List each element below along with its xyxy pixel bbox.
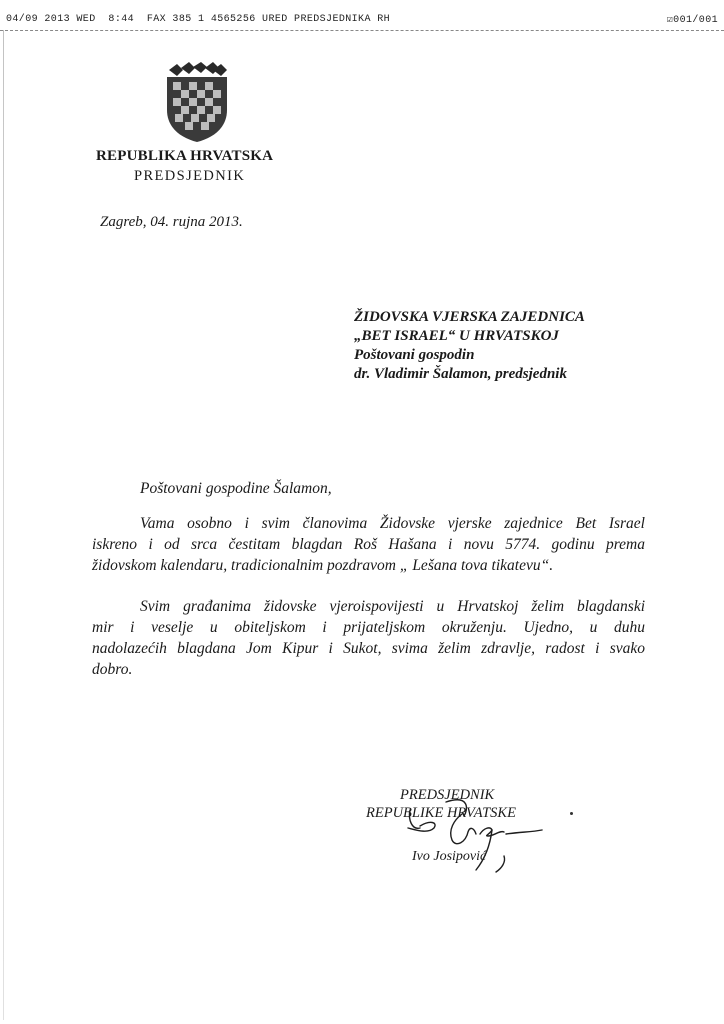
signature-title-line: PREDSJEDNIK: [400, 787, 495, 803]
fax-page-counter: ☑001/001: [666, 15, 718, 26]
place-and-date: Zagreb, 04. rujna 2013.: [100, 214, 243, 230]
paragraph-line: iskreno i od srca čestitam blagdan Roš Hašana i novu 5774. godinu prema: [92, 536, 645, 553]
fax-header-rule: [0, 30, 724, 31]
scan-edge-line: [3, 30, 4, 1020]
paragraph-line: židovskom kalendaru, tradicionalnim pozdravom „ Lešana tova tikatevu“.: [92, 557, 554, 574]
letterhead-office: PREDSJEDNIK: [134, 168, 246, 184]
handwritten-signature-icon: [380, 790, 590, 880]
addressee-line: ŽIDOVSKA VJERSKA ZAJEDNICA: [354, 309, 585, 325]
paragraph-line: mir i veselje u obiteljskom i prijateljskom okruženju. Ujedno, u duhu: [92, 619, 645, 636]
signatory-name: Ivo Josipović: [412, 849, 487, 864]
paragraph-line: nadolazećih blagdana Jom Kipur i Sukot, svima želim zdravlje, radost i svako: [92, 640, 645, 657]
salutation: Poštovani gospodine Šalamon,: [140, 480, 332, 497]
paragraph-line: dobro.: [92, 661, 133, 678]
paragraph-line: Svim građanima židovske vjeroispovijesti u Hrvatskoj želim blagdanski: [140, 598, 645, 615]
addressee-line: Poštovani gospodin: [354, 347, 475, 363]
fax-header: [6, 14, 718, 28]
signature-title-line: REPUBLIKE HRVATSKE: [366, 805, 516, 821]
letterhead-country: REPUBLIKA HRVATSKA: [96, 148, 274, 164]
body-paragraph: [92, 596, 645, 680]
addressee-line: dr. Vladimir Šalamon, predsjednik: [354, 366, 567, 382]
addressee-line: „BET ISRAEL“ U HRVATSKOJ: [354, 328, 559, 344]
paragraph-line: Vama osobno i svim članovima Židovske vjerske zajednice Bet Israel: [140, 515, 645, 532]
fax-transmission-line: 04/09 2013 WED 8:44 FAX 385 1 4565256 URED PREDSJEDNIKA RH: [6, 14, 391, 25]
addressee-block: [354, 308, 585, 384]
body-paragraph: [92, 513, 645, 576]
coat-of-arms-icon: [163, 62, 231, 142]
ink-dot: [570, 812, 573, 815]
